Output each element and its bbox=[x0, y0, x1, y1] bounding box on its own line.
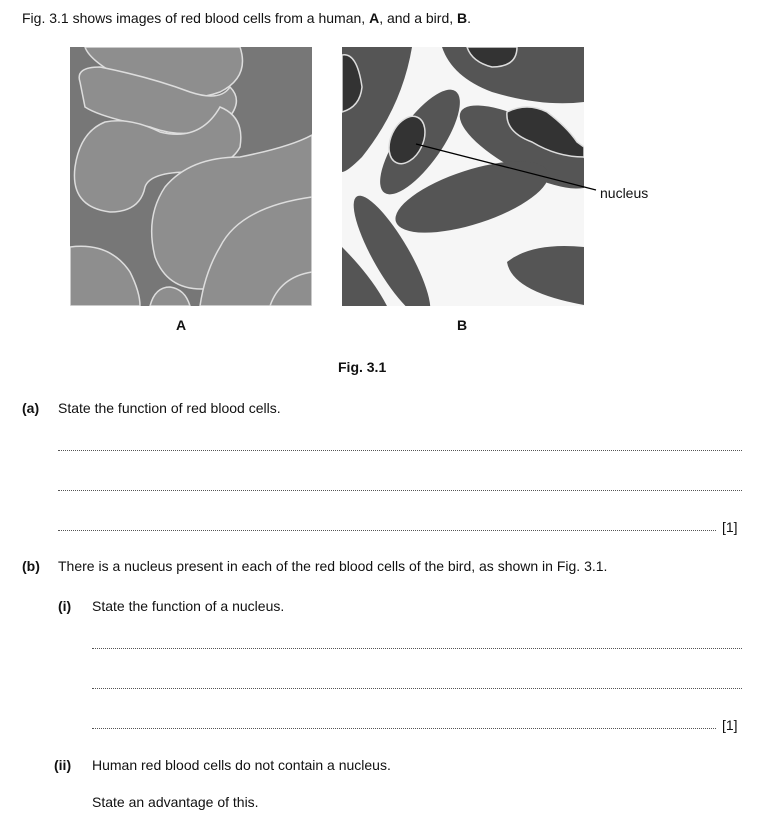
question-a-number: (a) bbox=[22, 400, 40, 416]
question-b-i-marks: [1] bbox=[722, 717, 738, 733]
question-b-i-text: State the function of a nucleus. bbox=[92, 598, 285, 614]
answer-line-a-1[interactable] bbox=[58, 450, 742, 451]
answer-line-b-i-2[interactable] bbox=[92, 688, 742, 689]
question-b-number: (b) bbox=[22, 558, 40, 574]
question-b-ii-instruction: State an advantage of this. bbox=[92, 794, 259, 810]
image-b-label: B bbox=[457, 317, 468, 333]
question-b-ii-text: Human red blood cells do not contain a nucleus. bbox=[92, 757, 391, 773]
answer-line-a-3[interactable] bbox=[58, 530, 716, 531]
answer-line-b-i-3[interactable] bbox=[92, 728, 716, 729]
intro-text: Fig. 3.1 shows images of red blood cells from a human, A, and a bird, B. bbox=[22, 10, 472, 26]
question-b-ii-number: (ii) bbox=[54, 757, 72, 773]
nucleus-label: nucleus bbox=[600, 185, 649, 201]
question-b-text: There is a nucleus present in each of the red blood cells of the bird, as shown in Fig. 3.1. bbox=[58, 558, 608, 574]
question-a-text: State the function of red blood cells. bbox=[58, 400, 281, 416]
answer-line-b-i-1[interactable] bbox=[92, 648, 742, 649]
image-a-label: A bbox=[176, 317, 187, 333]
answer-line-a-2[interactable] bbox=[58, 490, 742, 491]
question-b-i-number: (i) bbox=[58, 598, 72, 614]
question-a-marks: [1] bbox=[722, 519, 738, 535]
figure-caption: Fig. 3.1 bbox=[338, 359, 387, 375]
